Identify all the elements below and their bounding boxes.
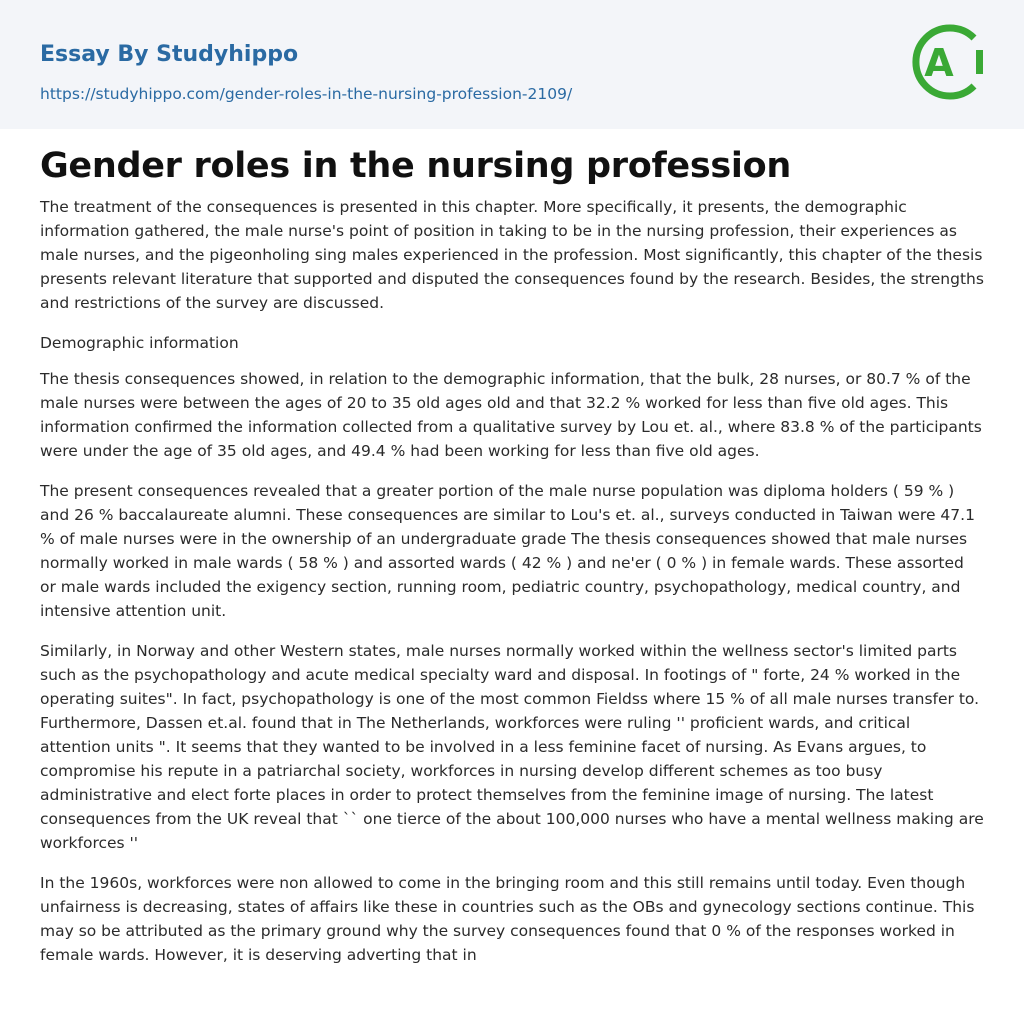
logo-letter: A <box>924 41 954 85</box>
paragraph-education-wards: The present consequences revealed that a greater portion of the male nurse population was diploma holders ( 59 % ) and 26 % baccalaureate alumni. These consequences are similar to Lou's et. al., surveys conducted in Taiwan were 47.1 % of male nurses were in the ownership of an undergraduate grade The thesis consequences showed that male nurses normally worked in male wards ( 58 % ) and assorted wards ( 42 % ) and ne'er ( 0 % ) in female wards. These assorted or male wards included the exigency section, running room, pediatric country, psychopathology, medical country, and intensive attention unit. <box>40 482 975 620</box>
essay-body <box>40 195 984 983</box>
paragraph-western-states: Similarly, in Norway and other Western states, male nurses normally worked within the wellness sector's limited parts such as the psychopathology and acute medical specialty ward and disposal. In footings of " forte, 24 % worked in the operating suites". In fact, psychopathology is one of the most common Fieldss where 15 % of all male nurses transfer to. Furthermore, Dassen et.al. found that in The Netherlands, workforces were ruling '' proficient wards, and critical attention units ". It seems that they wanted to be involved in a less feminine facet of nursing. As Evans argues, to compromise his repute in a patriarchal society, workforces in nursing develop different schemes as too busy administrative and elect forte places in order to protect themselves from the feminine image of nursing. The latest consequences from the UK reveal that `` one tierce of the about 100,000 nurses who have a mental wellness making are workforces '' <box>40 642 984 852</box>
studyhippo-logo-icon[interactable] <box>912 20 986 104</box>
brand-title[interactable]: Essay By Studyhippo <box>40 42 299 67</box>
paragraph-demographics: The thesis consequences showed, in relation to the demographic information, that the bulk, 28 nurses, or 80.7 % of the male nurses were between the ages of 20 to 35 old ages old and that 32.2 % worked for less than five old ages. This information confirmed the information collected from a qualitative survey by Lou et. al., where 83.8 % of the participants were under the age of 35 old ages, and 49.4 % had been working for less than five old ages. <box>40 370 982 460</box>
section-heading-demographic: Demographic information <box>40 334 239 352</box>
essay-url-link[interactable]: https://studyhippo.com/gender-roles-in-the-nursing-profession-2109/ <box>40 85 573 103</box>
paragraph-1960s: In the 1960s, workforces were non allowed to come in the bringing room and this still remains until today. Even though unfairness is decreasing, states of affairs like these in countries such as the OBs and gynecology sections continue. This may so be attributed as the primary ground why the survey consequences found that 0 % of the responses worked in female wards. However, it is deserving adverting that in <box>40 874 975 964</box>
essay-title: Gender roles in the nursing profession <box>40 146 791 186</box>
paragraph-intro: The treatment of the consequences is presented in this chapter. More specifically, it presents, the demographic information gathered, the male nurse's point of position in taking to be in the nursing profession, their experiences as male nurses, and the pigeonholing sing males experienced in the profession. Most significantly, this chapter of the thesis presents relevant literature that supported and disputed the consequences found by the research. Besides, the strengths and restrictions of the survey are discussed. <box>40 198 984 312</box>
